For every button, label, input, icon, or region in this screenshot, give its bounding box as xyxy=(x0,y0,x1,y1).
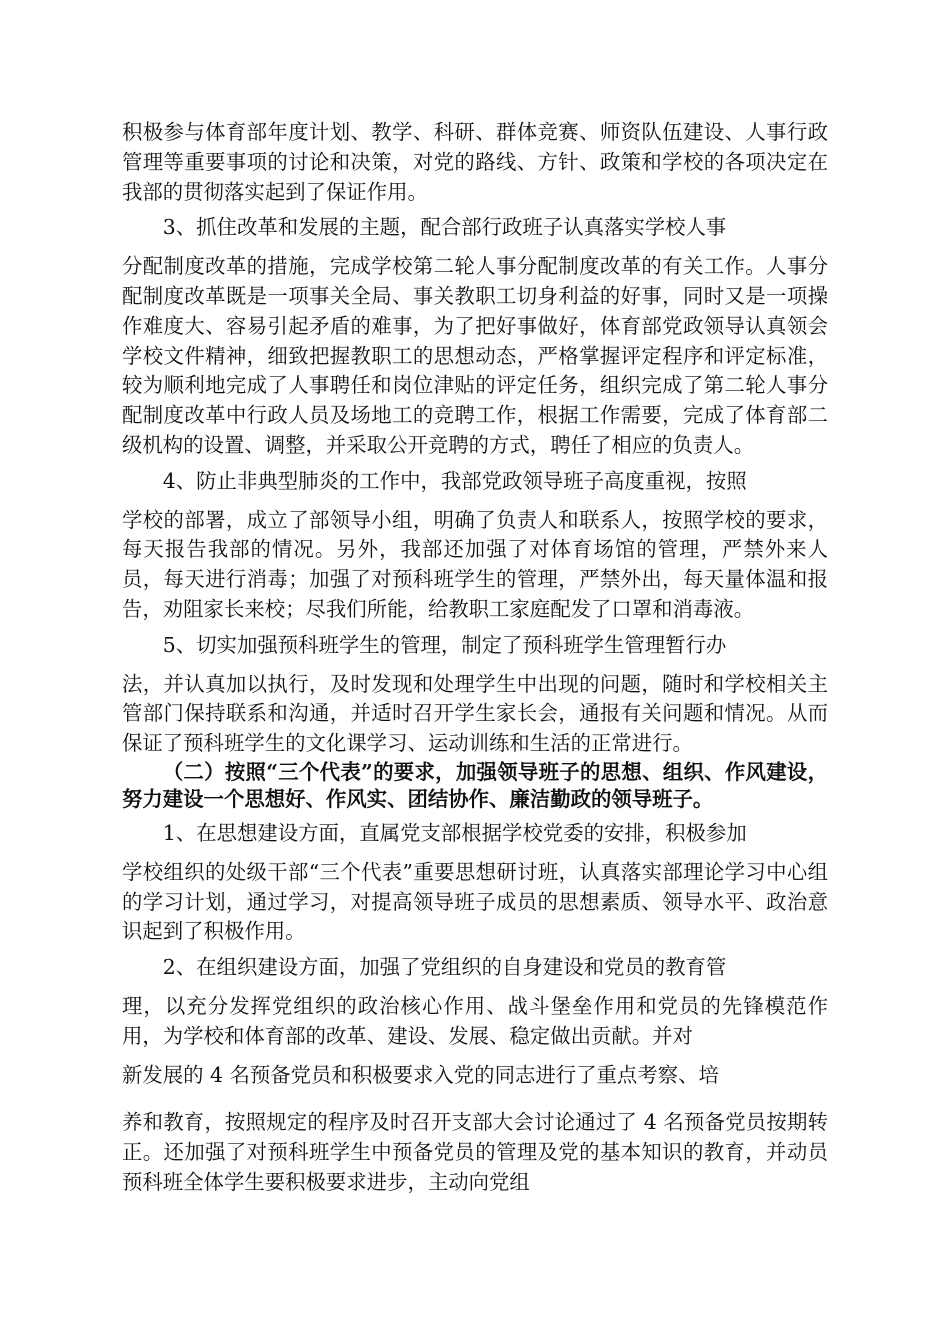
section-heading-three-represents: （二）按照“三个代表”的要求，加强领导班子的思想、组织、作风建设，努力建设一个思想好、作风实、团结协作、廉洁勤政的领导班子。 xyxy=(122,759,828,811)
paragraph-organization-gap xyxy=(122,1090,828,1108)
paragraph-organization xyxy=(122,953,828,1198)
paragraph-sars-body: 学校的部署，成立了部领导小组，明确了负责人和联系人，按照学校的要求，每天报告我部的情况。另外，我部还加强了对体育场馆的管理，严禁外来人员，每天进行消毒；加强了对预科班学生的管理，严禁外出，每天量体温和报告，劝阻家长来校；尽我们所能，给教职工家庭配发了口罩和消毒液。 xyxy=(122,507,828,621)
document-page xyxy=(122,118,828,1198)
paragraph-party-participation: 积极参与体育部年度计划、教学、科研、群体竞赛、师资队伍建设、人事行政管理等重要事项的讨论和决策，对党的路线、方针、政策和学校的各项决定在我部的贯彻落实起到了保证作用。 xyxy=(122,120,828,204)
paragraph-organization-tail: 养和教育，按照规定的程序及时召开支部大会讨论通过了 4 名预备党员按期转正。还加强了对预科班学生中预备党员的管理及党的基本知识的教育，并动员预科班全体学生要积极要求进步，主动向党组 xyxy=(122,1110,828,1194)
paragraph-sars-first-line: 4、防止非典型肺炎的工作中，我部党政领导班子高度重视，按照 xyxy=(162,468,747,493)
paragraph-prep-students-body: 法，并认真加以执行，及时发现和处理学生中出现的问题，随时和学校相关主管部门保持联系和沟通，并适时召开学生家长会，通报有关问题和情况。从而保证了预科班学生的文化课学习、运动训练和生活的正常进行。 xyxy=(122,671,828,756)
paragraph-sars xyxy=(122,467,828,625)
paragraph-ideology-first-line: 1、在思想建设方面，直属党支部根据学校党委的安排，积极参加 xyxy=(162,820,747,845)
paragraph-organization-body: 理，以充分发挥党组织的政治核心作用、战斗堡垒作用和党员的先锋模范作用，为学校和体育部的改革、建设、发展、稳定做出贡献。并对 xyxy=(122,993,828,1048)
paragraph-organization-first-line: 2、在组织建设方面，加强了党组织的自身建设和党员的教育管 xyxy=(162,955,727,980)
paragraph-reform xyxy=(122,213,828,460)
paragraph-reform-first-line: 3、抓住改革和发展的主题，配合部行政班子认真落实学校人事 xyxy=(162,215,727,240)
paragraph-prep-students-first-line: 5、切实加强预科班学生的管理，制定了预科班学生管理暂行办 xyxy=(162,632,727,657)
paragraph-reform-body: 分配制度改革的措施，完成学校第二轮人事分配制度改革的有关工作。人事分配制度改革既是一项事关全局、事关教职工切身利益的好事，同时又是一项操作难度大、容易引起矛盾的难事，为了把好事做好，体育部党政领导认真领会学校文件精神，细致把握教职工的思想动态，严格掌握评定程序和评定标准，较为顺利地完成了人事聘任和岗位津贴的评定任务，组织完成了第二轮人事分配制度改革中行政人员及场地工的竞聘工作，根据工作需要，完成了体育部二级机构的设置、调整，并采取公开竞聘的方式，聘任了相应的负责人。 xyxy=(122,254,828,457)
paragraph-organization-line: 新发展的 4 名预备党员和积极要求入党的同志进行了重点考察、培 xyxy=(122,1062,719,1087)
paragraph-ideology-body: 学校组织的处级干部“三个代表”重要思想研讨班，认真落实部理论学习中心组的学习计划，通过学习，对提高领导班子成员的思想素质、领导水平、政治意识起到了积极作用。 xyxy=(122,859,828,944)
paragraph-ideology xyxy=(122,819,828,947)
paragraph-prep-students xyxy=(122,631,828,759)
